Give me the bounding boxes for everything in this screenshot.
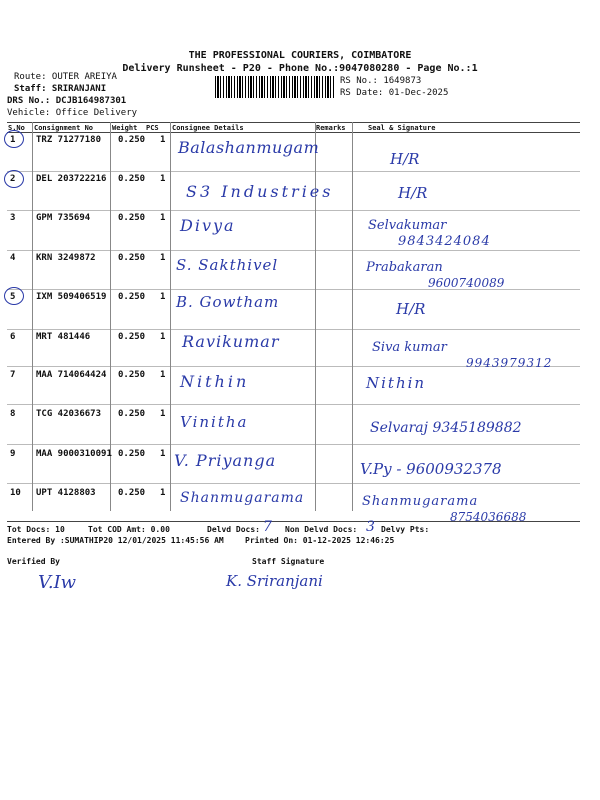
row-pcs: 1: [160, 370, 166, 380]
row-seal: Nithin: [366, 374, 427, 392]
row-seal-phone: 8754036688: [450, 510, 527, 524]
col-header-weight: Weight: [112, 124, 138, 132]
col-header-consignment: Consignment No: [34, 124, 94, 132]
drs-number: DRS No.: DCJB164987301: [7, 96, 127, 106]
row-weight: 0.250: [118, 253, 146, 263]
row-divider: [7, 444, 580, 445]
row-consignee: Ravikumar: [182, 332, 280, 351]
row-weight: 0.250: [118, 488, 146, 498]
entered-by: Entered By :SUMATHIP20 12/01/2025 11:45:56 AM: [7, 536, 224, 545]
staff-signature: K. Sriranjani: [226, 572, 323, 590]
row-sno: 7: [10, 370, 16, 380]
row-pcs: 1: [160, 332, 166, 342]
row-consignee: Divya: [180, 216, 236, 235]
row-pcs: 1: [160, 292, 166, 302]
row-divider: [7, 483, 580, 484]
row-consignment: DEL 203722216: [36, 174, 107, 184]
row-weight: 0.250: [118, 213, 146, 223]
table-top-border: [7, 122, 580, 123]
row-consignment: IXM 509406519: [36, 292, 107, 302]
row-seal-phone: 9943979312: [466, 356, 553, 370]
row-weight: 0.250: [118, 292, 146, 302]
row-consignee: B. Gowtham: [176, 293, 280, 311]
rs-number: RS No.: 1649873: [340, 76, 422, 86]
staff-text: Staff: SRIRANJANI: [14, 84, 107, 94]
row-seal: Selvakumar: [368, 218, 447, 233]
row-consignment: GPM 735694: [36, 213, 91, 223]
row-sno: 1: [10, 135, 16, 145]
row-seal: H/R: [390, 150, 420, 168]
col-divider: [352, 122, 353, 511]
row-divider: [7, 404, 580, 405]
row-pcs: 1: [160, 174, 166, 184]
row-sno: 8: [10, 409, 16, 419]
row-sno: 3: [10, 213, 16, 223]
row-divider: [7, 250, 580, 251]
col-header-sno: S.No: [8, 124, 25, 132]
row-pcs: 1: [160, 488, 166, 498]
col-header-remarks: Remarks: [316, 124, 346, 132]
row-sno: 9: [10, 449, 16, 459]
row-consignment: TCG 42036673: [36, 409, 102, 419]
row-consignment: TRZ 71277180: [36, 135, 102, 145]
verifier-signature: V.Iw: [38, 572, 77, 593]
row-weight: 0.250: [118, 409, 146, 419]
row-pcs: 1: [160, 449, 166, 459]
barcode: [215, 76, 335, 98]
col-divider: [315, 122, 316, 511]
row-consignee: Nithin: [180, 372, 250, 391]
non-delivered-docs-value: 3: [366, 519, 375, 535]
row-consignment: MAA 9000310091: [36, 449, 112, 459]
verified-by-label: Verified By: [7, 557, 60, 566]
row-divider: [7, 210, 580, 211]
delivered-docs-value: 7: [263, 519, 272, 535]
delivery-points-label: Delvy Pts:: [381, 525, 430, 534]
row-weight: 0.250: [118, 332, 146, 342]
row-weight: 0.250: [118, 135, 146, 145]
col-header-consignee: Consignee Details: [172, 124, 244, 132]
row-seal: H/R: [398, 184, 428, 202]
row-divider: [7, 171, 580, 172]
row-consignment: MRT 481446: [36, 332, 91, 342]
row-sno: 5: [10, 292, 16, 302]
row-pcs: 1: [160, 213, 166, 223]
row-pcs: 1: [160, 135, 166, 145]
row-seal: Shanmugarama: [362, 494, 479, 509]
row-sno: 10: [10, 488, 21, 498]
row-sno: 6: [10, 332, 16, 342]
staff-signature-label: Staff Signature: [252, 557, 325, 566]
non-delivered-docs-label: Non Delvd Docs:: [285, 525, 358, 534]
row-sno: 2: [10, 174, 16, 184]
row-consignee: Vinitha: [180, 413, 249, 431]
company-name: THE PROFESSIONAL COURIERS, COIMBATORE: [188, 50, 412, 61]
row-seal-phone: 9600740089: [428, 276, 505, 290]
row-consignment: UPT 4128803: [36, 488, 96, 498]
row-seal: V.Py - 9600932378: [360, 460, 502, 478]
row-seal: Prabakaran: [366, 260, 443, 275]
row-seal: Siva kumar: [372, 340, 447, 355]
row-consignee: Shanmugarama: [180, 490, 305, 506]
row-consignee: Balashanmugam: [178, 138, 320, 157]
col-header-pcs: PCS: [146, 124, 159, 132]
col-divider: [32, 122, 33, 511]
row-consignee: S. Sakthivel: [176, 256, 279, 274]
row-weight: 0.250: [118, 449, 146, 459]
row-weight: 0.250: [118, 174, 146, 184]
total-docs: Tot Docs: 10: [7, 525, 65, 534]
row-consignment: MAA 714064424: [36, 370, 107, 380]
total-cod: Tot COD Amt: 0.00: [88, 525, 170, 534]
row-seal: Selvaraj 9345189882: [370, 420, 522, 436]
row-pcs: 1: [160, 253, 166, 263]
rs-date: RS Date: 01-Dec-2025: [340, 88, 449, 98]
runsheet-title: Delivery Runsheet - P20 - Phone No.:9047080280 - Page No.:1: [122, 63, 478, 74]
printed-on: Printed On: 01-12-2025 12:46:25: [245, 536, 395, 545]
row-seal-phone: 9843424084: [398, 234, 491, 249]
row-consignee: V. Priyanga: [174, 451, 277, 470]
row-weight: 0.250: [118, 370, 146, 380]
row-divider: [7, 329, 580, 330]
route-text: Route: OUTER AREIYA: [14, 72, 117, 82]
col-header-seal: Seal & Signature: [368, 124, 436, 132]
row-consignee: S3 Industries: [186, 182, 334, 201]
col-divider: [170, 122, 171, 511]
delivered-docs-label: Delvd Docs:: [207, 525, 260, 534]
row-seal: H/R: [396, 300, 426, 318]
row-sno: 4: [10, 253, 16, 263]
row-consignment: KRN 3249872: [36, 253, 96, 263]
row-pcs: 1: [160, 409, 166, 419]
vehicle-text: Vehicle: Office Delivery: [7, 108, 138, 118]
table-header-border: [7, 132, 580, 133]
